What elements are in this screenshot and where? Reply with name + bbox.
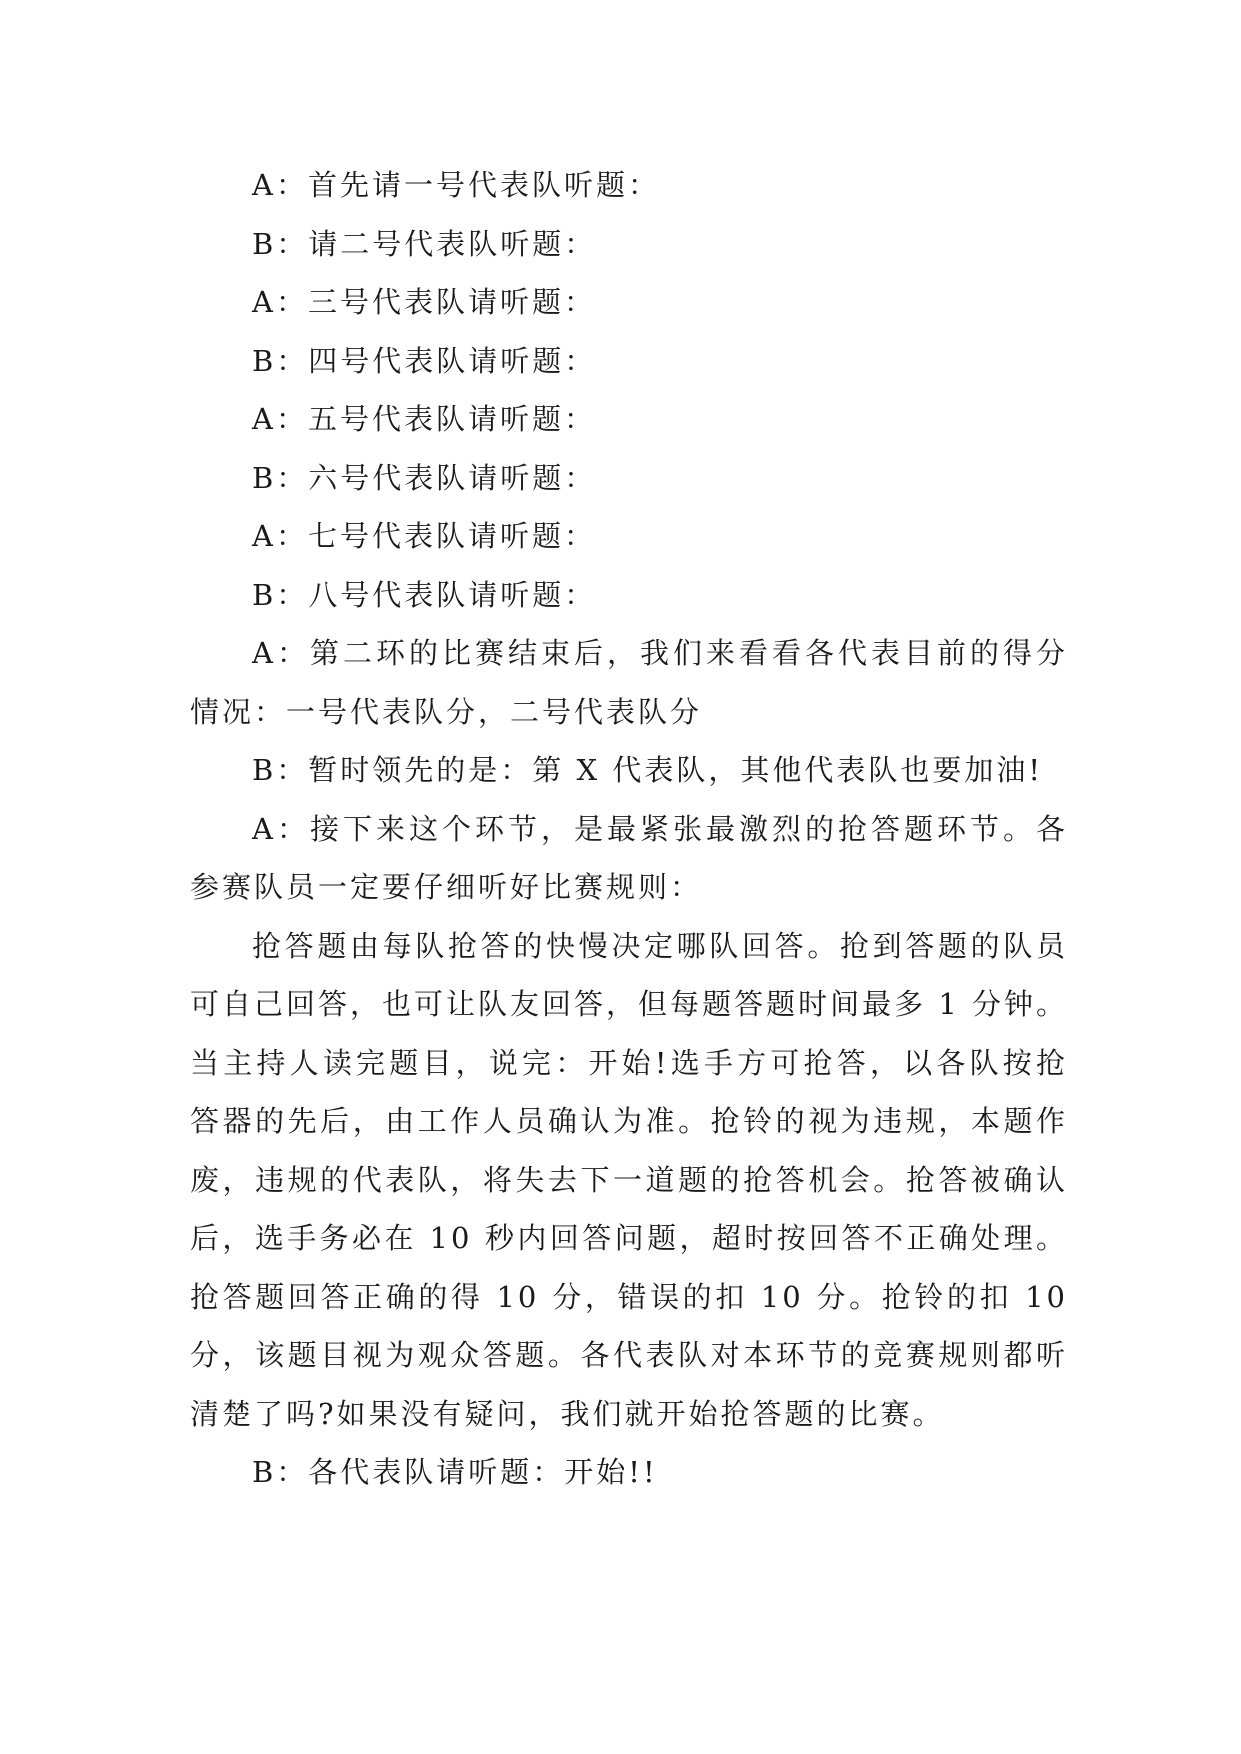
script-line-7: A：七号代表队请听题： — [252, 519, 596, 553]
leader-paragraph: B：暂时领先的是：第 X 代表队，其他代表队也要加油! — [252, 753, 1044, 787]
script-line-6: B：六号代表队请听题： — [252, 460, 597, 495]
script-line-4: B：四号代表队请听题： — [252, 343, 597, 378]
rules-paragraph: 抢答题由每队抢答的快慢决定哪队回答。抢到答题的队员可自己回答，也可让队友回答，但每题答题时间最多 1 分钟。当主持人读完题目，说完：开始!选手方可抢答，以各队按抢答器的先后，由工作人员确认为准。抢铃的视为违规，本题作废，违规的代表队，将失去下一道题的抢答机会。抢答被确认后，选手务必在 10 秒内回答问题，超时按回答不正确处理。抢答题回答正确的得 10 分，错误的扣 10 分。抢铃的扣 10 分，该题目视为观众答题。各代表队对本环节的竞赛规则都听清楚了吗?如果没有疑问，我们就开始抢答题的比赛。 — [190, 928, 1068, 1431]
score-report-paragraph: A：第二环的比赛结束后，我们来看看各代表目前的得分情况：一号代表队分，二号代表队分 — [190, 636, 1068, 729]
start-paragraph: B：各代表队请听题：开始!! — [252, 1455, 658, 1489]
document-body — [190, 156, 1068, 1502]
next-round-paragraph: A：接下来这个环节，是最紧张最激烈的抢答题环节。各参赛队员一定要仔细听好比赛规则： — [190, 811, 1068, 904]
script-line-2: B：请二号代表队听题： — [252, 226, 597, 261]
script-line-5: A：五号代表队请听题： — [252, 402, 596, 436]
script-line-8: B：八号代表队请听题： — [252, 577, 597, 612]
script-line-1: A：首先请一号代表队听题： — [252, 168, 660, 202]
script-line-3: A：三号代表队请听题： — [252, 285, 596, 319]
